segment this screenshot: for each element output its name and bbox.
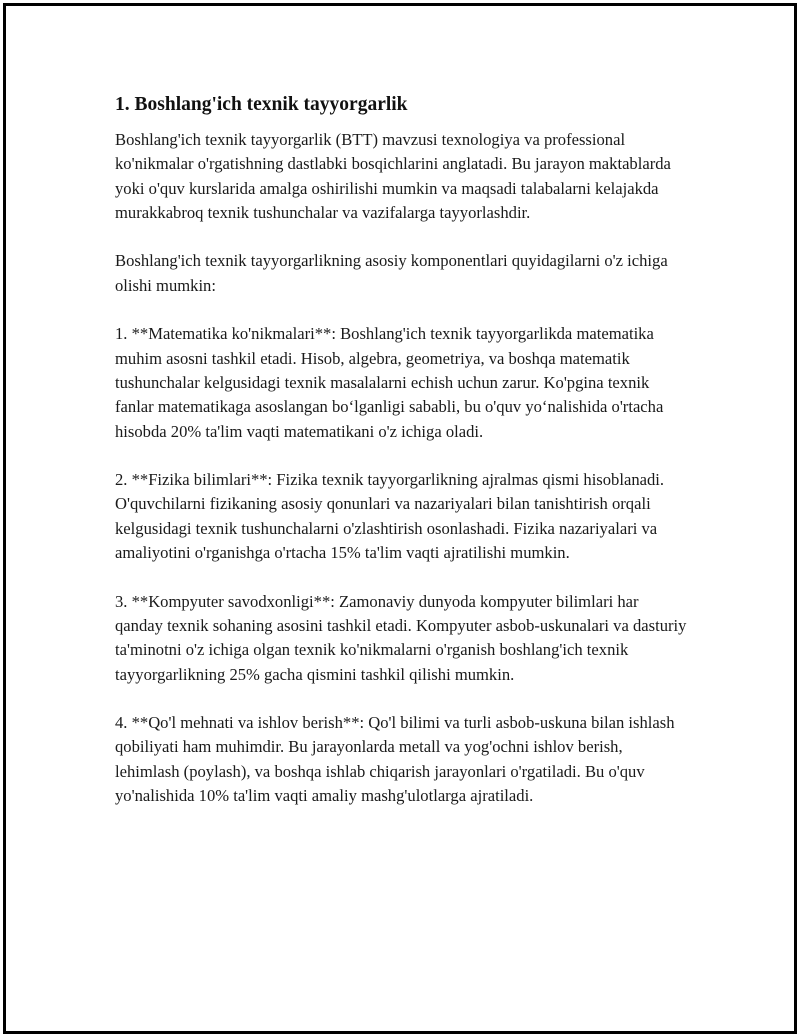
document-body bbox=[115, 92, 690, 833]
list-item-physics: 2. **Fizika bilimlari**: Fizika texnik tayyorgarlikning ajralmas qismi hisoblanadi. O'quvchilarni fizikaning asosiy qonunlari va nazariyalari bilan tanishtirish orqali kelgusidagi texnik tushunchalarni o'zlashtirish osonlashadi. Fizika nazariyalari va amaliyotini o'rganishga o'rtacha 15% ta'lim vaqti ajratilishi mumkin. bbox=[115, 470, 665, 563]
list-item-computer-literacy: 3. **Kompyuter savodxonligi**: Zamonaviy dunyoda kompyuter bilimlari har qanday texnik sohaning asosini tashkil etadi. Kompyuter asbob-uskunalari va dasturiy ta'minotni o'z ichiga olgan texnik ko'nikmalarni o'rganish boshlang'ich texnik tayyorgarlikning 25% gacha qismini tashkil qilishi mumkin. bbox=[115, 591, 687, 684]
components-intro-paragraph: Boshlang'ich texnik tayyorgarlikning asosiy komponentlari quyidagilarni o'z ichiga olishi mumkin: bbox=[115, 251, 668, 295]
intro-paragraph: Boshlang'ich texnik tayyorgarlik (BTT) mavzusi texnologiya va professional ko'nikmalar o'rgatishning dastlabki bosqichlarini anglatadi. Bu jarayon maktablarda yoki o'quv kurslarida amalga oshirilishi mumkin va maqsadi talabalarni kelajakda murakkabroq texnik tushunchalar va vazifalarga tayyorlashdir. bbox=[115, 130, 671, 222]
list-item-manual-labor: 4. **Qo'l mehnati va ishlov berish**: Qo'l bilimi va turli asbob-uskuna bilan ishlash qobiliyati ham muhimdir. Bu jarayonlarda metall va yog'ochni ishlov berish, lehimlash (poylash), va boshqa ishlab chiqarish jarayonlari o'rgatiladi. Bu o'quv yo'nalishida 10% ta'lim vaqti amaliy mashg'ulotlarga ajratiladi. bbox=[115, 713, 675, 806]
section-heading: 1. Boshlang'ich texnik tayyorgarlik bbox=[115, 94, 408, 115]
list-item-math: 1. **Matematika ko'nikmalari**: Boshlang'ich texnik tayyorgarlikda matematika muhim asosni tashkil etadi. Hisob, algebra, geometriya, va boshqa matematik tushunchalar kelgusidagi texnik masalalarni echish uchun zarur. Ko'pgina texnik fanlar matematikaga asoslangan bo‘lganligi sababli, bu o'quv yo‘nalishida o'rtacha hisobda 20% ta'lim vaqti matematikani o'z ichiga oladi. bbox=[115, 324, 664, 441]
